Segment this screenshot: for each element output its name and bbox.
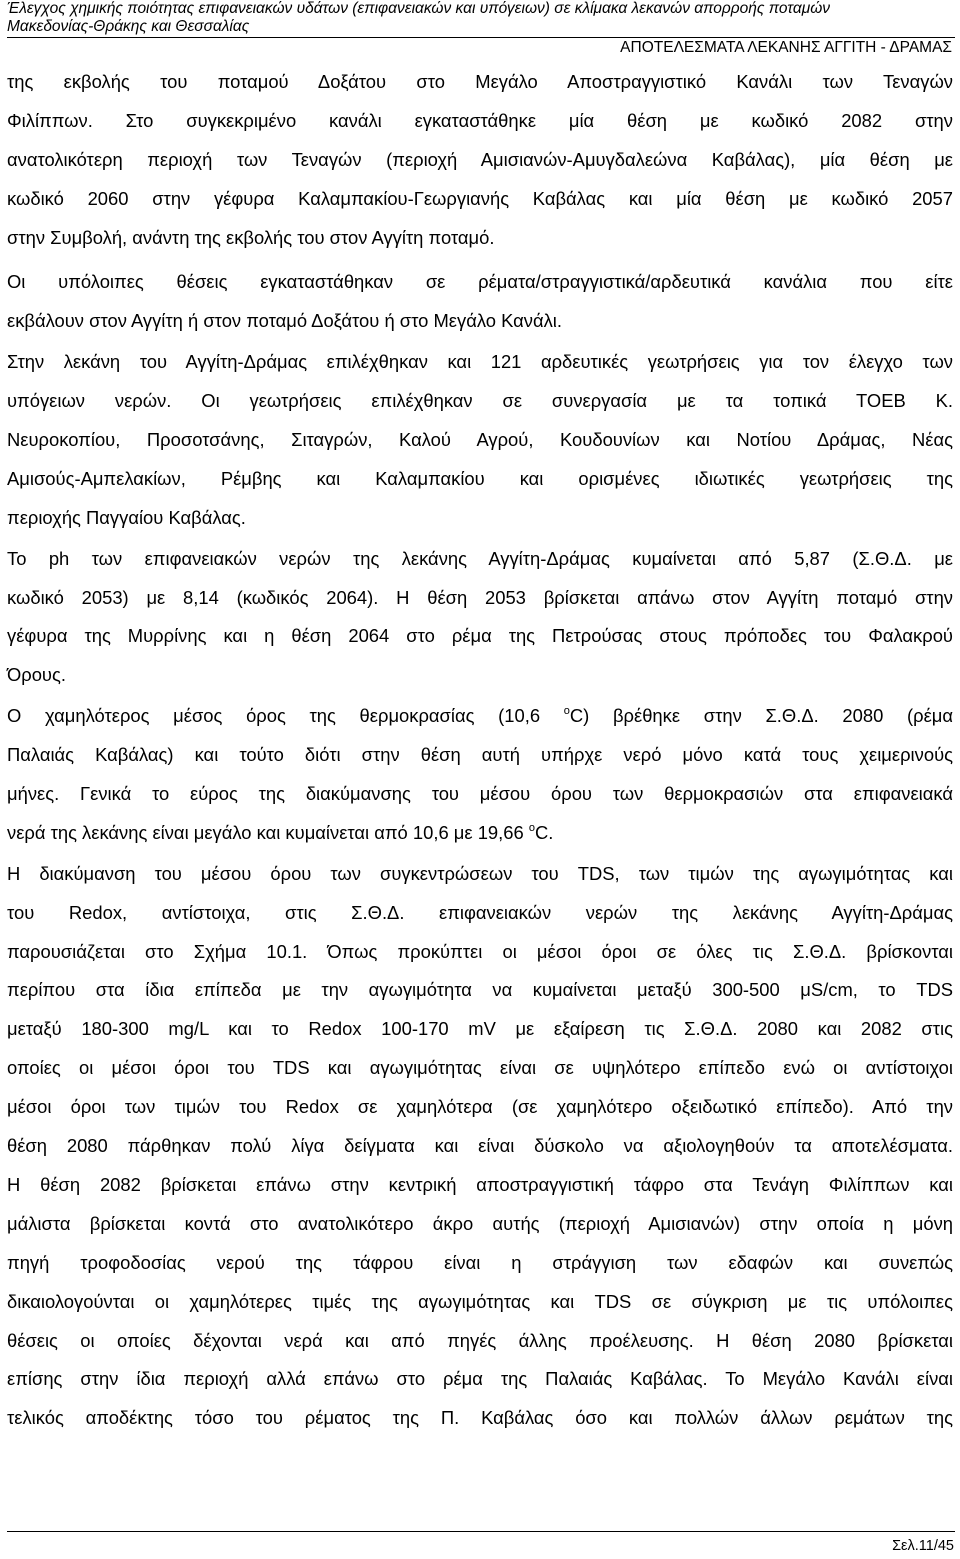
document-body [7, 63, 953, 1438]
degree-symbol: o [563, 705, 570, 718]
text-line: πηγή τροφοδοσίας νερού της τάφρου είναι η στράγγιση των εδαφών και συνεπώς [7, 1251, 953, 1273]
text-fragment: Ο χαμηλότερος μέσος όρος της θερμοκρασίας (10,6 [7, 705, 564, 727]
text-line: Φιλίππων. Στο συγκεκριμένο κανάλι εγκαταστάθηκε μία θέση με κωδικό 2082 στην [7, 109, 953, 131]
report-title-line-1: Έλεγχος χημικής ποιότητας επιφανειακών υδάτων (επιφανειακών και υπόγειων) σε κλίμακα λεκανών απορροής ποταμών [7, 0, 831, 17]
paragraph-2 [7, 263, 953, 341]
text-fragment: C) βρέθηκε στην Σ.Θ.Δ. 2080 (ρέμα [569, 705, 953, 727]
text-line: περιοχής Παγγαίου Καβάλας. [7, 506, 246, 528]
report-title-line-2: Μακεδονίας-Θράκης και Θεσσαλίας [7, 18, 250, 35]
text-line: Όρους. [7, 664, 66, 686]
text-line: του Redox, αντίστοιχα, στις Σ.Θ.Δ. επιφανειακών νερών της λεκάνης Αγγίτη-Δράμας [7, 901, 953, 923]
text-line: περίπου στα ίδια επίπεδα με την αγωγιμότητα να κυμαίνεται μεταξύ 300-500 μS/cm, το TDS [7, 979, 953, 1001]
text-line: τελικός αποδέκτης τόσο του ρέματος της Π. Καβάλας όσο και πολλών άλλων ρεμάτων της [7, 1407, 953, 1429]
text-line: στην Συμβολή, ανάντη της εκβολής του στον Αγγίτη ποταμό. [7, 226, 495, 248]
text-line: μάλιστα βρίσκεται κοντά στο ανατολικότερο άκρο αυτής (περιοχή Αμισιανών) στην οποία η μόνη [7, 1212, 953, 1234]
text-line: μήνες. Γενικά το εύρος της διακύμανσης του μέσου όρου των θερμοκρασιών στα επιφανειακά [7, 783, 953, 805]
paragraph-6 [7, 855, 953, 1438]
text-line: Στην λεκάνη του Αγγίτη-Δράμας επιλέχθηκαν και 121 αρδευτικές γεωτρήσεις για τον έλεγχο των [7, 351, 953, 373]
text-line [7, 814, 953, 853]
text-fragment: νερά της λεκάνης είναι μεγάλο και κυμαίνεται από 10,6 με 19,66 [7, 821, 529, 843]
page-number: Σελ.11/45 [892, 1538, 954, 1554]
section-title: ΑΠΟΤΕΛΕΣΜΑΤΑ ΛΕΚΑΝΗΣ ΑΓΓΙΤΗ - ΔΡΑΜΑΣ [620, 39, 952, 56]
text-line: οποίες οι μέσοι όροι του TDS και αγωγιμότητας είναι σε υψηλότερο επίπεδο ενώ οι αντίστοιχοι [7, 1057, 953, 1079]
text-line: επίσης στην ίδια περιοχή αλλά επάνω στο ρέμα της Παλαιάς Καβάλας. Το Μεγάλο Κανάλι είναι [7, 1368, 953, 1390]
paragraph-3 [7, 343, 953, 537]
page-header [7, 0, 955, 56]
footer-divider [7, 1531, 955, 1532]
text-line: κωδικό 2060 στην γέφυρα Καλαμπακίου-Γεωργιανής Καβάλας και μία θέση με κωδικό 2057 [7, 187, 953, 209]
text-line: παρουσιάζεται στο Σχήμα 10.1. Όπως προκύπτει οι μέσοι όροι σε όλες τις Σ.Θ.Δ. βρίσκονται [7, 940, 953, 962]
text-fragment: C. [534, 821, 554, 843]
text-line: Η διακύμανση του μέσου όρου των συγκεντρώσεων του TDS, των τιμών της αγωγιμότητας και [7, 862, 953, 884]
paragraph-5 [7, 697, 953, 853]
text-line: Νευροκοπίου, Προσοτσάνης, Σιταγρών, Καλού Αγρού, Κουδουνίων και Νοτίου Δράμας, Νέας [7, 429, 953, 451]
text-line: Το ph των επιφανειακών νερών της λεκάνης Αγγίτη-Δράμας κυμαίνεται από 5,87 (Σ.Θ.Δ. με [7, 547, 953, 569]
text-line: ανατολικότερη περιοχή των Τεναγών (περιοχή Αμισιανών-Αμυγδαλεώνα Καβάλας), μία θέση με [7, 148, 953, 170]
text-line: δικαιολογούνται οι χαμηλότερες τιμές της αγωγιμότητας και TDS σε σύγκριση με τις υπόλοιπες [7, 1290, 953, 1312]
text-line [7, 697, 953, 736]
text-line: κωδικό 2053) με 8,14 (κωδικός 2064). Η θέση 2053 βρίσκεται απάνω στον Αγγίτη ποταμό στην [7, 586, 953, 608]
text-line: εκβάλουν στον Αγγίτη ή στον ποταμό Δοξάτου ή στο Μεγάλο Κανάλι. [7, 310, 562, 332]
text-line: μεταξύ 180-300 mg/L και το Redox 100-170 mV με εξαίρεση τις Σ.Θ.Δ. 2080 και 2082 στις [7, 1018, 953, 1040]
degree-symbol: o [528, 821, 535, 834]
text-line: θέσεις οι οποίες δέχονται νερά και από πηγές άλλης προέλευσης. Η θέση 2080 βρίσκεται [7, 1329, 953, 1351]
text-line: μέσοι όροι των τιμών του Redox σε χαμηλότερα (σε χαμηλότερο οξειδωτικό επίπεδο). Από την [7, 1096, 953, 1118]
text-line: θέση 2080 πάρθηκαν πολύ λίγα δείγματα και είναι δύσκολο να αξιολογηθούν τα αποτελέσματα. [7, 1135, 953, 1157]
text-line: υπόγειων νερών. Οι γεωτρήσεις επιλέχθηκαν σε συνεργασία με τα τοπικά ΤΟΕΒ Κ. [7, 390, 953, 412]
paragraph-1 [7, 63, 953, 257]
text-line: Αμισούς-Αμπελακίων, Ρέμβης και Καλαμπακίου και ορισμένες ιδιωτικές γεωτρήσεις της [7, 467, 953, 489]
text-line: γέφυρα της Μυρρίνης και η θέση 2064 στο ρέμα της Πετρούσας στους πρόποδες του Φαλακρού [7, 625, 953, 647]
text-line: Η θέση 2082 βρίσκεται επάνω στην κεντρική αποστραγγιστική τάφρο στα Τενάγη Φιλίππων και [7, 1173, 953, 1195]
text-line: της εκβολής του ποταμού Δοξάτου στο Μεγάλο Αποστραγγιστικό Κανάλι των Τεναγών [7, 71, 953, 92]
text-line: Οι υπόλοιπες θέσεις εγκαταστάθηκαν σε ρέματα/στραγγιστικά/αρδευτικά κανάλια που είτε [7, 271, 953, 293]
header-divider [7, 37, 955, 38]
paragraph-4 [7, 540, 953, 696]
text-line: Παλαιάς Καβάλας) και τούτο διότι στην θέση αυτή υπήρχε νερό μόνο κατά τους χειμερινούς [7, 744, 953, 766]
